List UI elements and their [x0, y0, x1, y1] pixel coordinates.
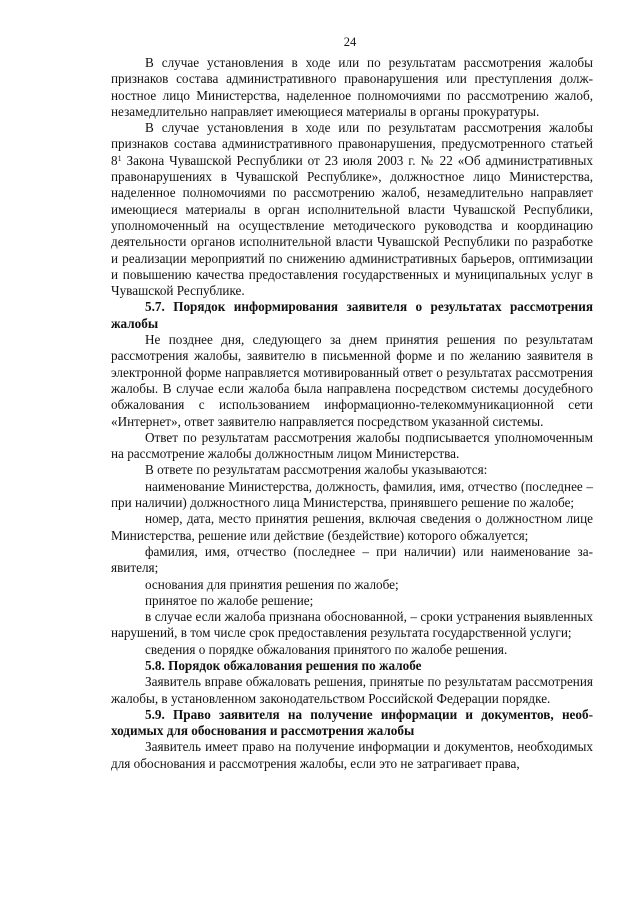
text-run: наименование Министерства, должность, фамилия, имя, отчество (последнее – при наличии) должностного лица Министерства, принявшего решение по жалобе; — [111, 478, 593, 511]
paragraph — [111, 577, 593, 593]
paragraph — [111, 462, 593, 478]
paragraph — [111, 430, 593, 463]
paragraph — [111, 120, 593, 299]
text-run: Ответ по результатам рассмотрения жалобы подписывается уполномоченным на рассмотрение жалобы должностным лицом Министерства. — [111, 429, 593, 462]
paragraph — [111, 739, 593, 772]
text-run: Закона Чувашской Республики от 23 июля 2003 г. № 22 «Об административных правонарушениях в Чувашской Республике», должностное лицо Министерства, наделенное полномочиями по рассмотрению жалоб, незамедлительно направляет имеющиеся материалы в орган исполнительной власти Чувашской Республики, уполномоченный на осуществление методического руководства и координацию деятельности органов исполнительной власти Чувашской Республики по разработке и реализации мероприятий по снижению административных барьеров, оптимизации и повышению качества предоставления государственных и муниципальных услуг в Чувашской Республике. — [111, 152, 593, 299]
section-heading — [111, 707, 593, 740]
text-run: Не позднее дня, следующего за днем принятия решения по результатам рассмотрения жалобы, заявителю в письменной форме и по желанию заявителя в электронной форме направляется мотивированный ответ о результатах рассмотрения жалобы. В случае если жалоба была направлена посредством системы досудебного обжалования с использованием информационно-телекоммуникационной сети «Интернет», ответ заявителю направляется посредством указанной системы. — [111, 332, 593, 429]
paragraph — [111, 593, 593, 609]
text-run: 5.7. Порядок информирования заявителя о результатах рассмотрения жалобы — [111, 299, 593, 331]
text-run: В случае установления в ходе или по результатам рассмотрения жалобы признаков состава административного правонарушения или преступления должностное лицо Министерства, наделенное полномочиями по рассмотрению жалоб, незамедлительно направляет имеющиеся материалы в органы прокуратуры. — [111, 55, 593, 119]
text-run: фамилия, имя, отчество (последнее – при наличии) или наименование заявителя; — [111, 543, 593, 576]
document-page — [111, 34, 593, 772]
document-body — [111, 55, 593, 772]
paragraph — [111, 674, 593, 707]
paragraph — [111, 642, 593, 658]
superscript: 1 — [117, 153, 122, 163]
text-run: номер, дата, место принятия решения, включая сведения о должностном лице Министерства, решение или действие (бездействие) которого обжалуется; — [111, 511, 593, 543]
text-run: 5.9. Право заявителя на получение информации и документов, необходимых для обоснования и рассмотрения жалобы — [111, 706, 593, 739]
text-run: основания для принятия решения по жалобе; — [145, 576, 399, 592]
page-number: 24 — [343, 35, 357, 49]
paragraph — [111, 55, 593, 120]
section-heading — [111, 658, 593, 674]
text-run: сведения о порядке обжалования принятого по жалобе решения. — [145, 641, 508, 657]
paragraph — [111, 544, 593, 577]
text-run: В случае установления в ходе или по результатам рассмотрения жалобы признаков состава административного правонарушения, предусмотренного статьей 8 — [111, 120, 593, 168]
paragraph — [111, 332, 593, 430]
paragraph — [111, 479, 593, 512]
text-run: в случае если жалоба признана обоснованной, – сроки устранения выявленных нарушений, в том числе срок предоставления результата государственной услуги; — [111, 609, 593, 641]
text-run: 5.8. Порядок обжалования решения по жалобе — [145, 657, 422, 673]
paragraph — [111, 609, 593, 642]
text-run: Заявитель имеет право на получение информации и документов, необходимых для обоснования и рассмотрения жалобы, если это не затрагивает права, — [111, 739, 593, 771]
paragraph — [111, 511, 593, 544]
text-run: Заявитель вправе обжаловать решения, принятые по результатам рассмотрения жалобы, в установленном законодательством Российской Федерации порядке. — [111, 674, 593, 706]
text-run: В ответе по результатам рассмотрения жалобы указываются: — [145, 462, 488, 478]
text-run: принятое по жалобе решение; — [145, 592, 314, 608]
section-heading — [111, 299, 593, 332]
